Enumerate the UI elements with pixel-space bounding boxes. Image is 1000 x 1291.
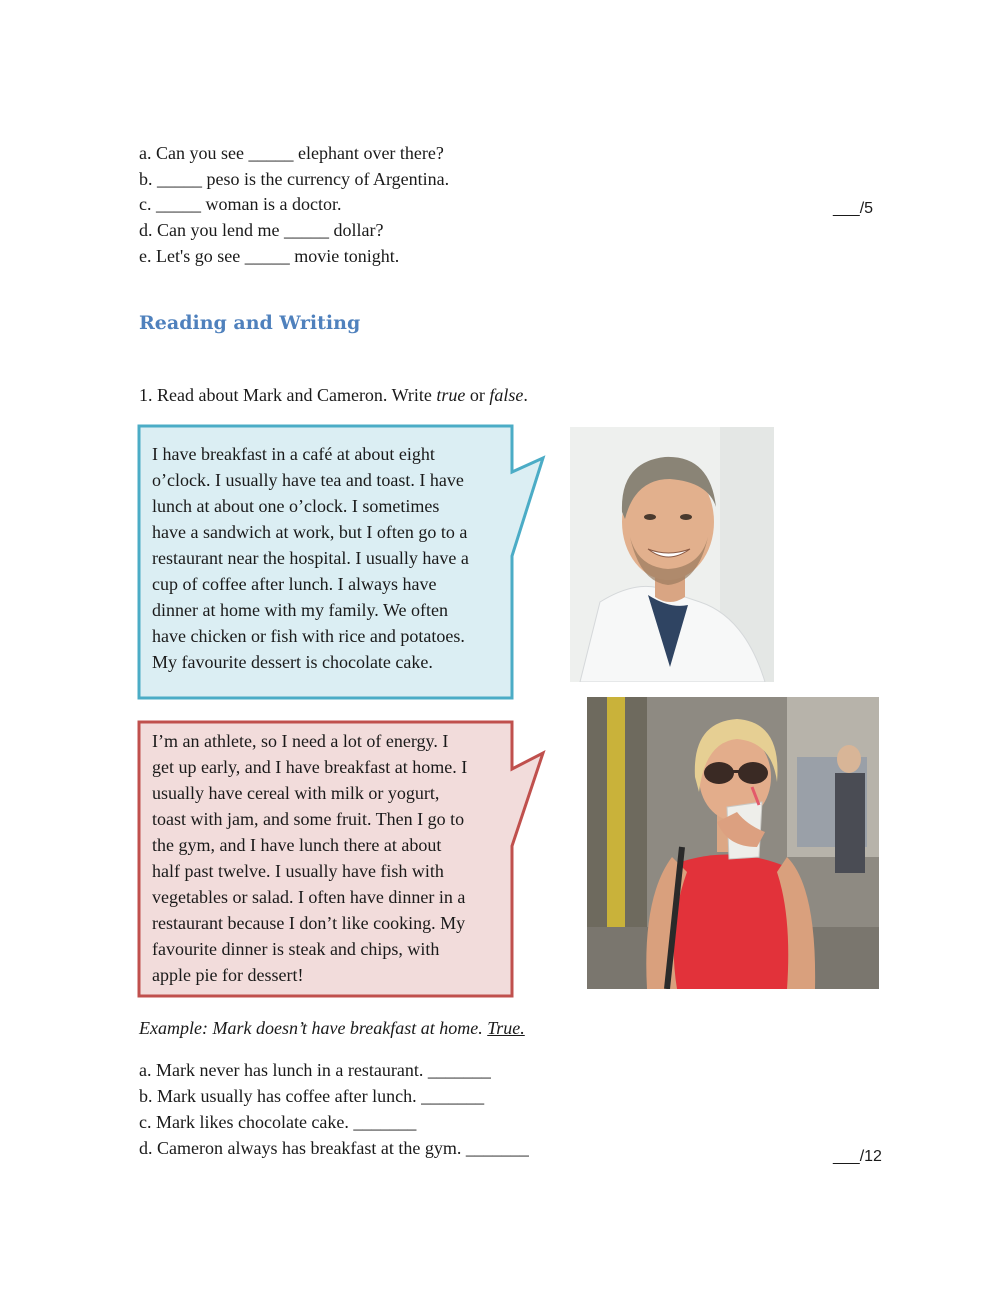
question-item: d. Cameron always has breakfast at the gym. _______ — [139, 1138, 529, 1158]
woman-portrait-image — [587, 697, 879, 989]
cameron-photo — [587, 697, 879, 989]
example-answer: True. — [487, 1018, 525, 1038]
mark-text-line: I have breakfast in a café at about eight — [152, 444, 435, 464]
mark-text-line: dinner at home with my family. We often — [152, 600, 448, 620]
task-middle: or — [465, 385, 490, 405]
man-portrait-image — [570, 427, 774, 682]
cameron-text-line: vegetables or salad. I often have dinner in a — [152, 887, 466, 907]
grammar-item: e. Let's go see _____ movie tonight. — [139, 246, 400, 266]
cameron-text-line: the gym, and I have lunch there at about — [152, 835, 442, 855]
example-text: Example: Mark doesn’t have breakfast at home. — [139, 1018, 488, 1038]
mark-text-line: My favourite dessert is chocolate cake. — [152, 652, 433, 672]
mark-text-line: lunch at about one o’clock. I sometimes — [152, 496, 440, 516]
grammar-item: a. Can you see _____ elephant over there? — [139, 143, 444, 163]
cameron-text-line: apple pie for dessert! — [152, 965, 304, 985]
questions-score: ___/12 — [833, 1148, 882, 1165]
mark-text-line: have a sandwich at work, but I often go to a — [152, 522, 468, 542]
grammar-item: d. Can you lend me _____ dollar? — [139, 220, 384, 240]
task-instruction — [139, 384, 528, 406]
mark-photo — [570, 427, 774, 682]
grammar-item: c. _____ woman is a doctor. — [139, 194, 342, 214]
grammar-item: b. _____ peso is the currency of Argentina. — [139, 169, 450, 189]
task-prefix: 1. Read about Mark and Cameron. Write — [139, 385, 437, 405]
mark-text-line: restaurant near the hospital. I usually have a — [152, 548, 469, 568]
cameron-bubble-text — [152, 728, 467, 988]
cameron-text-line: I’m an athlete, so I need a lot of energy. I — [152, 731, 449, 751]
task-suffix: . — [523, 385, 528, 405]
mark-bubble-text — [152, 441, 469, 675]
cameron-text-line: toast with jam, and some fruit. Then I go to — [152, 809, 465, 829]
section-heading: Reading and Writing — [139, 312, 361, 334]
question-item: b. Mark usually has coffee after lunch. _______ — [139, 1086, 485, 1106]
grammar-score: ___/5 — [833, 200, 874, 217]
cameron-text-line: get up early, and I have breakfast at home. I — [152, 757, 468, 777]
cameron-text-line: restaurant because I don’t like cooking. My — [152, 913, 466, 933]
task-word-false: false — [489, 385, 524, 405]
task-word-true: true — [436, 385, 466, 405]
cameron-text-line: favourite dinner is steak and chips, with — [152, 939, 440, 959]
cameron-text-line: half past twelve. I usually have fish with — [152, 861, 444, 881]
mark-speech-bubble — [137, 424, 549, 701]
question-item: c. Mark likes chocolate cake. _______ — [139, 1112, 417, 1132]
mark-text-line: o’clock. I usually have tea and toast. I have — [152, 470, 464, 490]
mark-text-line: have chicken or fish with rice and potatoes. — [152, 626, 465, 646]
mark-text-line: cup of coffee after lunch. I always have — [152, 574, 437, 594]
question-item: a. Mark never has lunch in a restaurant. _______ — [139, 1060, 491, 1080]
cameron-speech-bubble — [137, 720, 549, 999]
cameron-text-line: usually have cereal with milk or yogurt, — [152, 783, 440, 803]
example-line — [139, 1017, 525, 1039]
